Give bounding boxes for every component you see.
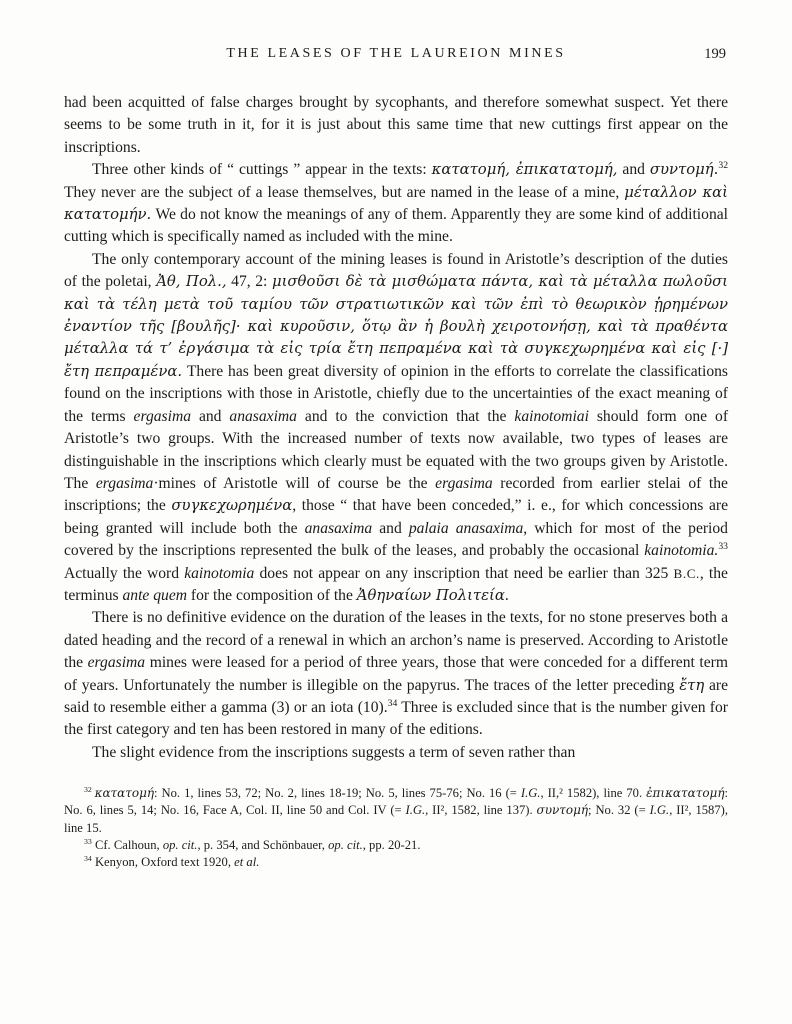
page-header xyxy=(64,46,728,70)
text-run: anasaxima xyxy=(304,519,373,537)
text-run: Three other kinds of “ cuttings ” appear in the texts: xyxy=(92,161,432,179)
paragraph xyxy=(64,92,728,159)
text-run: I.G. xyxy=(649,803,670,818)
text-run: , those “ that have been conceded,” i. e., for which concessions are being granted will include both the xyxy=(64,497,728,537)
text-run: recorded from earlier stelai of the inscriptions; the xyxy=(64,474,728,515)
text-run: kainotomiai xyxy=(514,407,589,425)
text-run: Cf. Calhoun, xyxy=(91,837,163,852)
footnote-reference: 32 xyxy=(84,785,95,794)
text-run: ἐπικατατομή xyxy=(646,786,725,801)
text-run: op. cit. xyxy=(328,837,363,852)
footnote-reference: 34 xyxy=(387,697,398,709)
footnote xyxy=(64,854,728,871)
body-paragraphs xyxy=(64,92,728,764)
footnote xyxy=(64,837,728,854)
text-run: ergasima xyxy=(95,474,154,492)
text-run: ἔτη xyxy=(679,676,705,694)
text-run: for the composition of the xyxy=(187,586,357,604)
text-run: Ἀθηναίων Πολιτεία xyxy=(356,586,505,604)
text-run: and xyxy=(191,407,230,425)
text-run: , II², 1587), line 15. xyxy=(64,803,728,835)
text-run: should form one of Aristotle’s two groups. With the increased number of texts now available, two types of leases are distinguishable in the inscriptions which clearly must be equated with the two groups given by Aristotle. The xyxy=(64,407,729,492)
text-run: There is no definitive evidence on the duration of the leases in the texts, for no stone preserves both a dated heading and the record of a renewal in which an archon’s name is preserved. According to Aristotle the xyxy=(64,609,728,672)
text-run: , p. 354, and Schönbauer, xyxy=(197,837,329,852)
text-run: op. cit. xyxy=(162,837,198,852)
paragraph xyxy=(64,159,728,249)
text-run: κατατομή xyxy=(94,786,155,801)
text-run: ergasima xyxy=(87,654,146,672)
text-run: and xyxy=(617,161,650,179)
text-run: κατατομή, ἐπικατατομή, xyxy=(431,161,618,179)
text-run: ·mines of Aristotle will of course be the xyxy=(153,474,436,492)
text-run: ante quem xyxy=(122,586,188,604)
text-run: Ἀθ, Πολ., xyxy=(156,273,227,291)
footnote xyxy=(64,785,728,837)
text-run: The slight evidence from the inscriptions suggests a term of seven rather than xyxy=(92,743,576,761)
text-run: , II,² 1582), line 70. xyxy=(540,786,647,801)
text-run: Actually the word xyxy=(64,564,185,582)
text-run: Three is excluded since that is the number given for the first category and ten has been restored in many of the editions. xyxy=(64,698,728,739)
text-run: kainotomia. xyxy=(644,542,719,560)
running-title: THE LEASES OF THE LAUREION MINES xyxy=(226,46,566,61)
text-run: B.C. xyxy=(673,565,700,581)
paragraph xyxy=(64,607,728,741)
text-run: , which for most of the period covered by the inscriptions represented the bulk of the leases, and probably the occasional xyxy=(64,519,728,560)
text-run: and to the conviction that the xyxy=(296,407,515,425)
text-run: The only contemporary account of the mining leases is found in Aristotle’s description of the duties of the poletai, xyxy=(64,250,728,291)
text-run: συντομή. xyxy=(649,161,719,179)
footnote-reference: 33 xyxy=(84,836,92,846)
text-run: , II², 1582, line 137). xyxy=(425,803,537,818)
text-run: We do not know the meanings of any of them. Apparently they are some kind of additional cutting which is specifically named as included with the mine. xyxy=(64,206,728,246)
text-run: are said to resemble either a gamma (3) or an iota (10). xyxy=(64,676,729,716)
footnote-reference: 32 xyxy=(718,160,729,172)
text-run: et al. xyxy=(234,855,260,869)
text-run: ; No. 32 (= xyxy=(588,803,650,818)
text-run: . xyxy=(504,586,509,604)
footnote-reference: 34 xyxy=(84,853,92,863)
text-run: anasaxima xyxy=(229,407,297,425)
text-run: συντομή xyxy=(536,803,589,818)
text-run: does not appear on any inscription that need be earlier than 325 xyxy=(254,564,674,582)
text-run: mines were leased for a period of three years, those that were conceded for a different term of years. Unfortunately the number is illegible on the papyrus. The traces of the letter preceding xyxy=(64,654,728,694)
text-run: συγκεχωρημένα xyxy=(171,497,293,515)
text-run: ergasima xyxy=(435,474,493,492)
text-run: , the terminus xyxy=(64,564,728,604)
text-run: There has been great diversity of opinion in the efforts to correlate the classifications found on the inscriptions with those in Aristotle, chiefly due to the uncertainties of the exact meaning of the terms xyxy=(64,362,728,425)
text-run: palaia anasaxima xyxy=(408,519,524,537)
text-run: I.G. xyxy=(405,803,426,818)
text-run: μισθοῦσι δὲ τὰ μισθώματα πάντα, καὶ τὰ μέταλλα πωλοῦσι καὶ τὰ τέλη μετὰ τοῦ ταμίου τῶν στρατιωτικῶν καὶ τῶν ἐπὶ τὸ θεωρικὸν ᾑρημένων ἐναντίον τῆς [βουλῆς]· καὶ κυροῦσιν, ὅτῳ ἂν ἡ βουλὴ χειροτονήσῃ, καὶ τὰ πραθέντα μέταλλα τά τ’ ἐργάσιμα τὰ εἰς τρία ἔτη πεπραμένα καὶ τὰ συγκεχωρημένα καὶ εἰς [·] ἔτη πεπραμένα. xyxy=(64,273,728,380)
paragraph xyxy=(64,742,728,764)
text-run: ergasima xyxy=(133,407,192,425)
text-run: 47, 2: xyxy=(226,273,272,291)
text-run: had been acquitted of false charges brought by sycophants, and therefore somewhat suspect. Yet there seems to be some truth in it, for it is just about this same time that new cuttings first appear on the inscriptions. xyxy=(64,94,728,156)
text-run: Kenyon, Oxford text 1920, xyxy=(91,855,235,869)
page-number: 199 xyxy=(704,46,726,62)
text-run: : No. 1, lines 53, 72; No. 2, lines 18-19; No. 5, lines 75-76; No. 16 (= xyxy=(154,786,521,801)
text-run: They never are the subject of a lease themselves, but are named in the lease of a mine, xyxy=(64,183,625,201)
text-run: , pp. 20-21. xyxy=(362,837,421,852)
text-run: : No. 6, lines 5, 14; No. 16, Face A, Col. II, line 50 and Col. IV (= xyxy=(64,786,728,818)
text-run: I.G. xyxy=(520,786,541,801)
footnotes xyxy=(64,785,728,871)
text-run: and xyxy=(372,519,409,537)
footnote-reference: 33 xyxy=(718,540,728,552)
text-run: kainotomia xyxy=(184,564,255,582)
paragraph xyxy=(64,249,728,608)
text-run: μέταλλον καὶ κατατομήν. xyxy=(64,183,728,224)
